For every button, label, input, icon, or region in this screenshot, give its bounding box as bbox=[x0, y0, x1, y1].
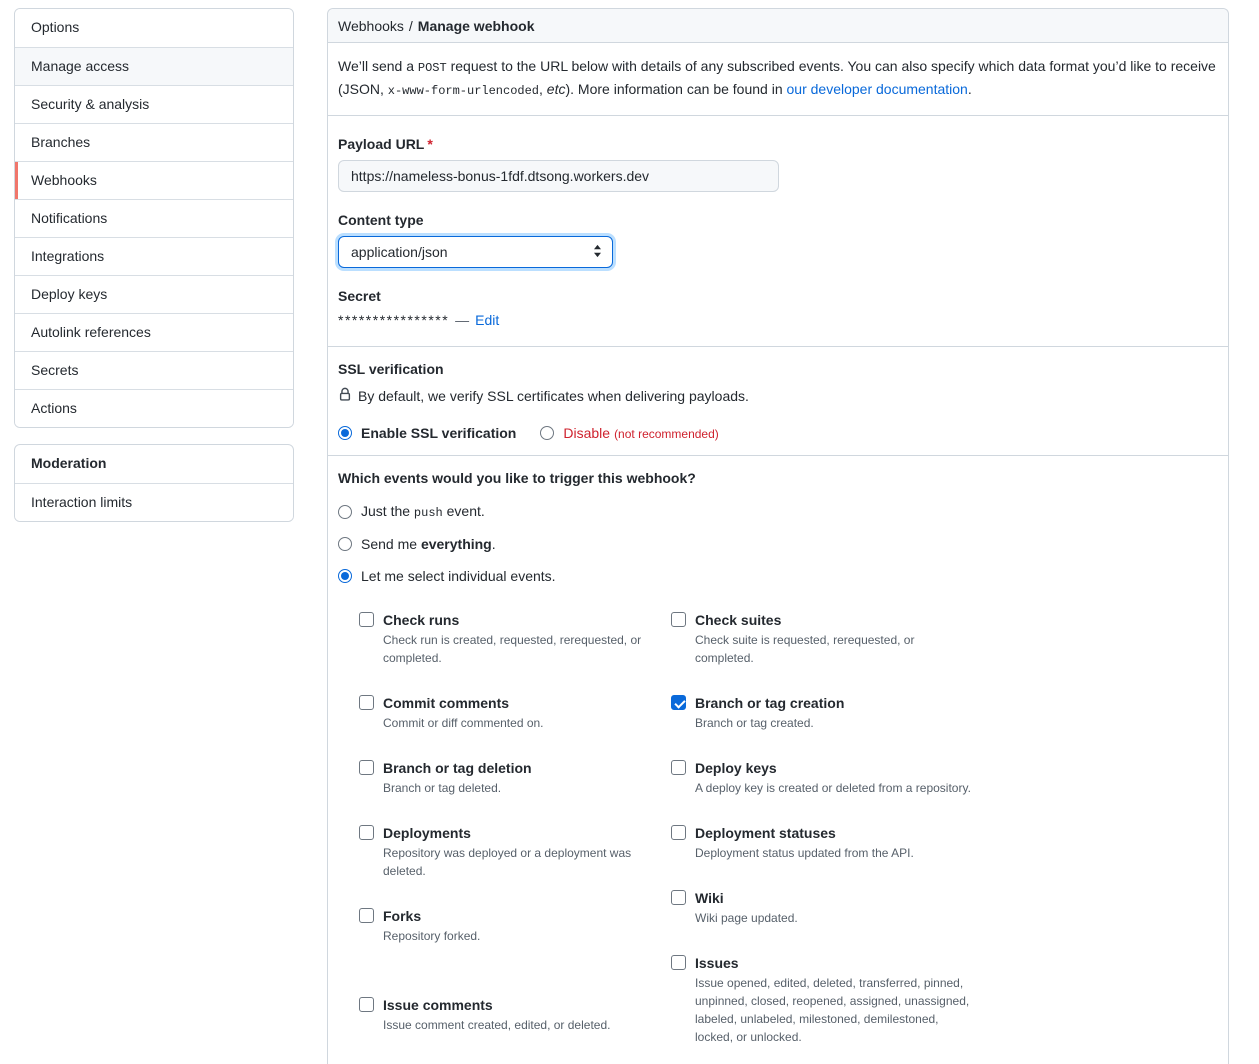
sidebar-item-autolink-references[interactable]: Autolink references bbox=[15, 313, 293, 351]
event-forks[interactable] bbox=[359, 906, 661, 945]
etc-italic: etc bbox=[546, 81, 566, 97]
event-desc: Branch or tag deleted. bbox=[383, 781, 502, 795]
checkbox[interactable] bbox=[359, 825, 374, 840]
required-asterisk: * bbox=[427, 136, 433, 152]
event-desc: Check run is created, requested, rerequested, or completed. bbox=[383, 633, 642, 665]
lock-icon bbox=[338, 387, 352, 405]
event-desc: Branch or tag created. bbox=[695, 716, 814, 730]
sidebar-item-manage-access[interactable]: Manage access bbox=[15, 47, 293, 85]
ssl-description-text: By default, we verify SSL certificates when delivering payloads. bbox=[358, 388, 749, 404]
sidebar-item-options[interactable]: Options bbox=[15, 9, 293, 47]
event-desc: Check suite is requested, rerequested, or completed. bbox=[695, 633, 915, 665]
checkbox[interactable] bbox=[359, 612, 374, 627]
checkbox[interactable] bbox=[671, 825, 686, 840]
events-option-just-push[interactable] bbox=[338, 503, 1218, 520]
intro-text: . bbox=[967, 81, 972, 97]
event-desc: Commit or diff commented on. bbox=[383, 716, 544, 730]
moderation-title: Moderation bbox=[31, 455, 107, 471]
event-desc: Issue opened, edited, deleted, transferred, pinned, unpinned, closed, reopened, assigned, unassigned, labeled, unlabeled, milestoned, demilestoned, locked, or unlocked. bbox=[695, 976, 970, 1044]
webhook-form-section bbox=[328, 116, 1228, 347]
checkbox[interactable] bbox=[671, 760, 686, 775]
breadcrumb-separator: / bbox=[408, 17, 413, 34]
webhook-intro-text bbox=[328, 43, 1228, 116]
sidebar-item-branches[interactable]: Branches bbox=[15, 123, 293, 161]
enable-ssl-label: Enable SSL verification bbox=[361, 425, 517, 441]
checkbox[interactable] bbox=[359, 760, 374, 775]
content-type-select[interactable] bbox=[338, 236, 613, 268]
event-desc: A deploy key is created or deleted from a repository. bbox=[695, 781, 971, 795]
event-check-suites[interactable] bbox=[671, 610, 973, 667]
intro-text: ). More information can be found in bbox=[565, 81, 787, 97]
intro-text: request to the URL below with details of any subscribed events. You can also specify which data format you’d like to receive (JSON, bbox=[338, 58, 1216, 97]
event-label: Deployment statuses bbox=[695, 825, 836, 841]
secret-edit-link[interactable]: Edit bbox=[475, 312, 500, 328]
event-desc: Repository forked. bbox=[383, 929, 481, 943]
event-deployments[interactable] bbox=[359, 823, 661, 880]
checkbox[interactable] bbox=[359, 997, 374, 1012]
post-code: POST bbox=[417, 61, 447, 75]
individual-events-label: Let me select individual events. bbox=[361, 568, 556, 584]
event-label: Forks bbox=[383, 908, 422, 924]
checkbox[interactable] bbox=[671, 695, 686, 710]
event-desc: Issue comment created, edited, or deleted. bbox=[383, 1018, 611, 1032]
radio-button[interactable] bbox=[540, 426, 554, 440]
event-grid-right-column bbox=[671, 610, 973, 1064]
secret-label: Secret bbox=[338, 288, 381, 304]
event-label: Wiki bbox=[695, 890, 724, 906]
payload-url-input[interactable] bbox=[338, 160, 779, 192]
event-label: Branch or tag creation bbox=[695, 695, 845, 711]
checkbox[interactable] bbox=[359, 908, 374, 923]
event-label: Check suites bbox=[695, 612, 782, 628]
event-issue-comments[interactable] bbox=[359, 995, 661, 1034]
events-option-individual[interactable] bbox=[338, 568, 1218, 584]
radio-button[interactable] bbox=[338, 569, 352, 583]
just-push-label: Just the push event. bbox=[361, 503, 485, 520]
intro-text: , bbox=[539, 81, 547, 97]
intro-text: We’ll send a bbox=[338, 58, 418, 74]
radio-button[interactable] bbox=[338, 537, 352, 551]
payload-url-label bbox=[338, 136, 1218, 152]
developer-documentation-link[interactable]: our developer documentation bbox=[786, 81, 968, 97]
content-type-selected-value: application/json bbox=[351, 244, 448, 260]
sidebar-item-actions[interactable]: Actions bbox=[15, 389, 293, 427]
sidebar-item-integrations[interactable]: Integrations bbox=[15, 237, 293, 275]
event-branch-or-tag-deletion[interactable] bbox=[359, 758, 661, 797]
page-title: Manage webhook bbox=[417, 17, 535, 34]
urlencoded-code: x-www-form-urlencoded bbox=[387, 84, 540, 98]
settings-sidebar bbox=[14, 8, 294, 522]
radio-button[interactable] bbox=[338, 426, 352, 440]
secret-row bbox=[338, 312, 1218, 328]
event-desc: Wiki page updated. bbox=[695, 911, 798, 925]
select-updown-icon bbox=[593, 244, 602, 261]
checkbox[interactable] bbox=[671, 890, 686, 905]
secret-masked-value: **************** bbox=[338, 312, 450, 328]
event-checkbox-grid bbox=[359, 610, 1218, 1064]
checkbox[interactable] bbox=[671, 612, 686, 627]
event-check-runs[interactable] bbox=[359, 610, 661, 667]
sidebar-item-security-analysis[interactable]: Security & analysis bbox=[15, 85, 293, 123]
enable-ssl-radio-option[interactable] bbox=[338, 425, 516, 441]
everything-label: Send me everything. bbox=[361, 536, 496, 552]
events-option-everything[interactable] bbox=[338, 536, 1218, 552]
sidebar-item-deploy-keys[interactable]: Deploy keys bbox=[15, 275, 293, 313]
event-desc: Repository was deployed or a deployment was deleted. bbox=[383, 846, 632, 878]
content-type-label: Content type bbox=[338, 212, 424, 228]
secret-separator: — bbox=[455, 312, 470, 328]
event-wiki[interactable] bbox=[671, 888, 973, 927]
checkbox[interactable] bbox=[671, 955, 686, 970]
moderation-nav bbox=[14, 444, 294, 522]
event-label: Check runs bbox=[383, 612, 460, 628]
ssl-verification-section bbox=[328, 347, 1228, 456]
sidebar-item-notifications[interactable]: Notifications bbox=[15, 199, 293, 237]
disable-ssl-radio-option[interactable] bbox=[540, 425, 718, 441]
event-commit-comments[interactable] bbox=[359, 693, 661, 732]
radio-button[interactable] bbox=[338, 505, 352, 519]
event-deployment-statuses[interactable] bbox=[671, 823, 973, 862]
settings-nav bbox=[14, 8, 294, 428]
event-label: Branch or tag deletion bbox=[383, 760, 532, 776]
checkbox[interactable] bbox=[359, 695, 374, 710]
event-label: Commit comments bbox=[383, 695, 510, 711]
sidebar-item-interaction-limits[interactable]: Interaction limits bbox=[15, 483, 293, 521]
ssl-description-row bbox=[338, 387, 1218, 405]
event-label: Issues bbox=[695, 955, 739, 971]
event-label: Issue comments bbox=[383, 997, 493, 1013]
disable-ssl-label: Disable (not recommended) bbox=[563, 425, 719, 441]
event-branch-or-tag-creation[interactable] bbox=[671, 693, 973, 732]
events-section bbox=[328, 456, 1228, 1064]
event-grid-left-column bbox=[359, 610, 661, 1064]
event-label: Deploy keys bbox=[695, 760, 777, 776]
sidebar-item-webhooks[interactable]: Webhooks bbox=[15, 161, 293, 199]
ssl-verification-title: SSL verification bbox=[338, 361, 444, 377]
manage-webhook-panel bbox=[327, 8, 1229, 1064]
event-deploy-keys[interactable] bbox=[671, 758, 973, 797]
event-issues[interactable] bbox=[671, 953, 973, 1046]
breadcrumb-webhooks-link[interactable]: Webhooks bbox=[338, 17, 404, 34]
event-desc: Deployment status updated from the API. bbox=[695, 846, 914, 860]
sidebar-item-secrets[interactable]: Secrets bbox=[15, 351, 293, 389]
event-label: Deployments bbox=[383, 825, 471, 841]
events-heading: Which events would you like to trigger this webhook? bbox=[338, 470, 696, 486]
breadcrumb bbox=[328, 9, 1228, 43]
ssl-radio-group bbox=[338, 425, 1218, 441]
payload-url-label-text: Payload URL bbox=[338, 136, 425, 152]
